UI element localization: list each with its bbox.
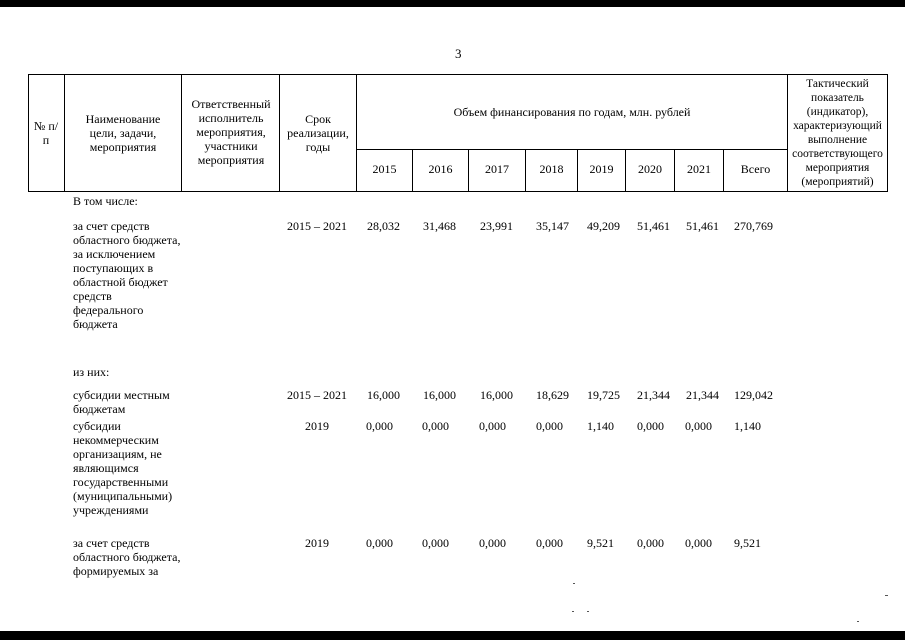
row-period: 2015 – 2021	[287, 219, 347, 233]
header-year-2020: 2020	[638, 162, 662, 176]
row-value-2016: 31,468	[423, 219, 456, 233]
row-value-2017: 16,000	[480, 388, 513, 402]
row-value-2015: 16,000	[367, 388, 400, 402]
row-value-2018: 0,000	[536, 536, 563, 550]
row-value-2019: 49,209	[587, 219, 620, 233]
of-them-label: из них:	[73, 365, 110, 379]
row-name: за счет средств областного бюджета, формируемых за	[73, 536, 181, 578]
row-value-2020: 0,000	[637, 419, 664, 433]
header-num: № п/п	[33, 119, 59, 147]
row-value-2021: 0,000	[685, 536, 712, 550]
row-value-total: 129,042	[734, 388, 773, 402]
page-number: 3	[455, 46, 462, 61]
row-value-2020: 21,344	[637, 388, 670, 402]
row-value-total: 270,769	[734, 219, 773, 233]
header-year-2016: 2016	[428, 162, 453, 176]
row-value-2018: 18,629	[536, 388, 569, 402]
row-period: 2015 – 2021	[287, 388, 347, 402]
header-year-2015: 2015	[372, 162, 397, 176]
scan-speck	[572, 611, 574, 612]
header-executor: Ответственный исполнитель мероприятия, участники мероприятия	[191, 97, 271, 167]
row-value-2018: 35,147	[536, 219, 569, 233]
row-value-2015: 0,000	[366, 536, 393, 550]
row-name: за счет средств областного бюджета, за исключением поступающих в областной бюджет средств федерального бюджета	[73, 219, 181, 331]
header-period: Срок реализации, годы	[287, 112, 349, 154]
row-period: 2019	[305, 536, 329, 550]
row-value-2017: 23,991	[480, 219, 513, 233]
row-name: субсидии местным бюджетам	[73, 388, 170, 416]
row-value-2021: 0,000	[685, 419, 712, 433]
header-year-2021: 2021	[687, 162, 711, 176]
row-value-2019: 19,725	[587, 388, 620, 402]
row-value-2021: 21,344	[686, 388, 719, 402]
row-value-2017: 0,000	[479, 419, 506, 433]
bottom-border	[0, 631, 905, 640]
header-funding: Объем финансирования по годам, млн. рублей	[453, 105, 691, 119]
row-value-2015: 28,032	[367, 219, 400, 233]
row-value-total: 1,140	[734, 419, 761, 433]
header-year-total: Всего	[740, 162, 771, 176]
header-year-2017: 2017	[485, 162, 509, 176]
row-value-2018: 0,000	[536, 419, 563, 433]
row-value-2016: 16,000	[423, 388, 456, 402]
scan-speck	[573, 583, 575, 584]
header-year-2018: 2018	[539, 162, 564, 176]
row-value-2020: 0,000	[637, 536, 664, 550]
scan-speck	[587, 611, 589, 612]
row-value-total: 9,521	[734, 536, 761, 550]
row-value-2016: 0,000	[422, 419, 449, 433]
header-name: Наименование цели, задачи, мероприятия	[85, 112, 161, 154]
row-value-2017: 0,000	[479, 536, 506, 550]
row-value-2016: 0,000	[422, 536, 449, 550]
row-value-2015: 0,000	[366, 419, 393, 433]
including-label: В том числе:	[73, 194, 138, 208]
row-name: субсидии некоммерческим организациям, не являющимся государственными (муниципальными) учреждениями	[73, 419, 173, 517]
row-period: 2019	[305, 419, 329, 433]
row-value-2019: 1,140	[587, 419, 614, 433]
row-value-2021: 51,461	[686, 219, 719, 233]
scan-speck	[857, 621, 859, 622]
row-value-2019: 9,521	[587, 536, 614, 550]
header-year-2019: 2019	[589, 162, 614, 176]
top-border	[0, 0, 905, 7]
header-indicator: Тактический показатель (индикатор), характеризующий выполнение соответствующего мероприятия (мероприятий)	[792, 78, 883, 188]
row-value-2020: 51,461	[637, 219, 670, 233]
scan-speck	[885, 595, 888, 596]
